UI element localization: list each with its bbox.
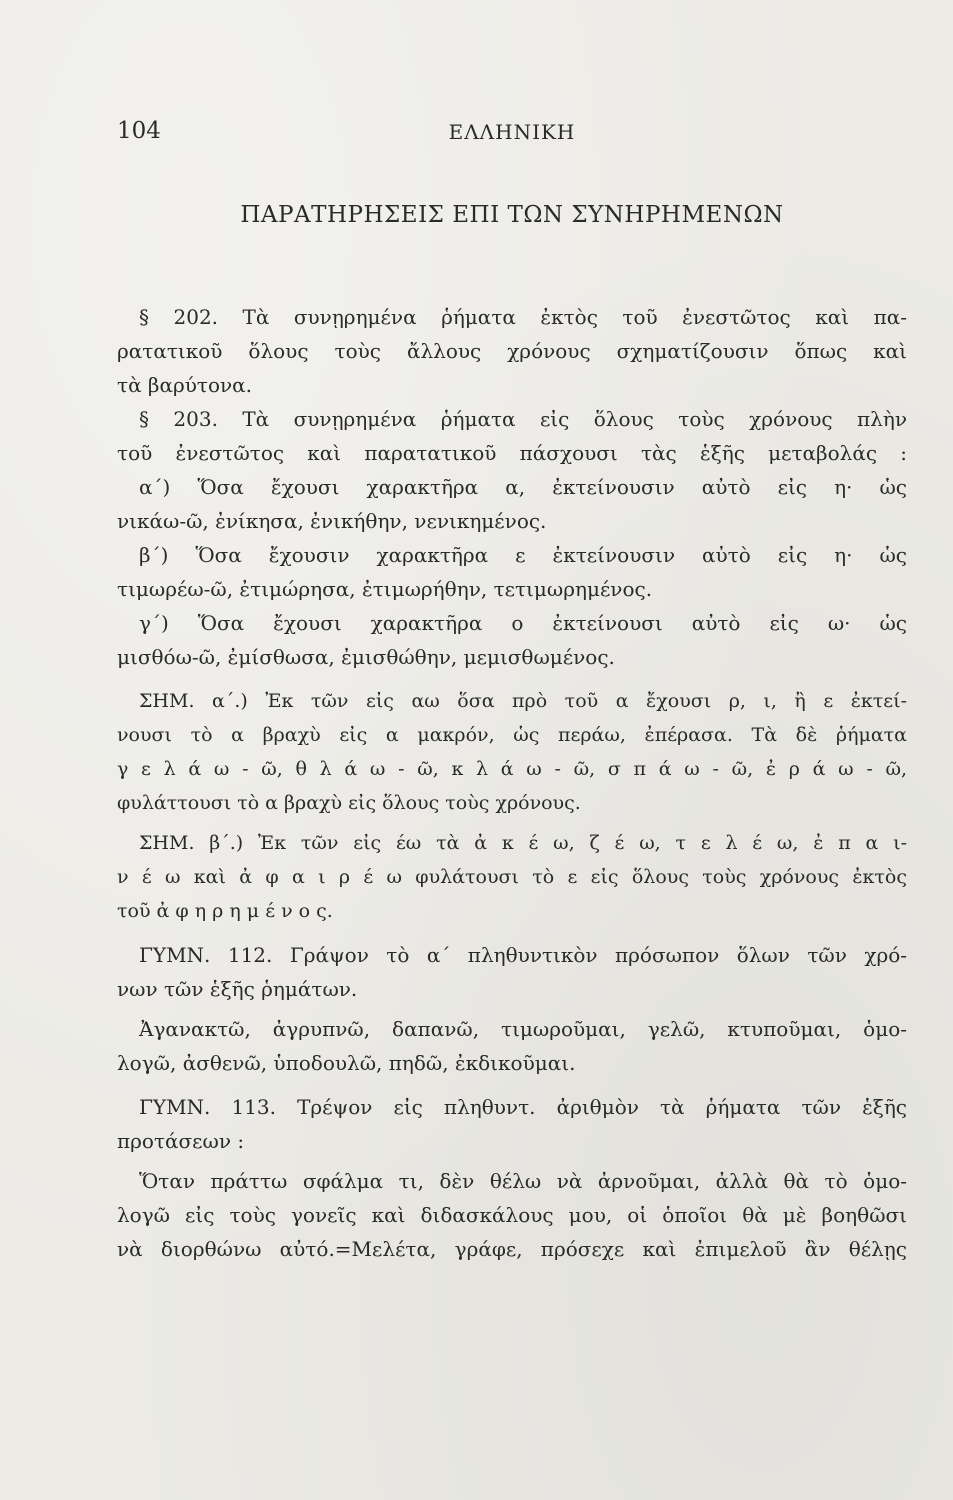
text-line: τὰ βαρύτονα. — [117, 373, 253, 397]
text-line: α΄) Ὅσα ἔχουσι χαρακτῆρα α, ἐκτείνουσιν αὐτὸ εἰς η· ὡς — [139, 475, 907, 499]
text-line: νουσι τὸ α βραχὺ εἰς α μακρόν, ὡς περάω, ἐπέρασα. Τὰ δὲ ῥήματα — [117, 724, 907, 746]
body-text — [117, 300, 907, 1266]
text-line: ΓΥΜΝ. 113. Τρέψον εἰς πληθυντ. ἀριθμὸν τὰ ῥήματα τῶν ἑξῆς — [139, 1095, 907, 1119]
text-line: γ΄) Ὅσα ἔχουσι χαρακτῆρα ο ἐκτείνουσι αὐτὸ εἰς ω· ὡς — [139, 611, 907, 635]
text-line: τιμωρέω-ῶ, ἐτιμώρησα, ἐτιμωρήθην, τετιμωρημένος. — [117, 577, 653, 601]
page-header — [117, 118, 907, 148]
text-line: λογῶ, ἀσθενῶ, ὑποδουλῶ, πηδῶ, ἐκδικοῦμαι. — [117, 1051, 576, 1075]
paragraph-203 — [117, 402, 907, 674]
text-line: προτάσεων : — [117, 1129, 245, 1153]
text-line: § 203. Τὰ συνῃρημένα ῥήματα εἰς ὅλους τοὺς χρόνους πλὴν — [139, 407, 907, 431]
exercise-112 — [117, 938, 907, 1080]
text-line: ΣΗΜ. β΄.) Ἐκ τῶν εἰς έω τὰ ἀ κ έ ω, ζ έ ω, τ ε λ έ ω, ἐ π α ι- — [139, 832, 907, 854]
text-line: νὰ διορθώνω αὐτό.=Μελέτα, γράφε, πρόσεχε καὶ ἐπιμελοῦ ἂν θέλῃς — [117, 1237, 907, 1261]
text-line: ΓΥΜΝ. 112. Γράψον τὸ α΄ πληθυντικὸν πρόσωπον ὅλων τῶν χρό- — [139, 943, 907, 967]
section-title: ΠΑΡΑΤΗΡΗΣΕΙΣ ΕΠΙ ΤΩΝ ΣΥΝΗΡΗΜΕΝΩΝ — [240, 202, 784, 228]
note-alpha — [117, 684, 907, 820]
text-line: νων τῶν ἑξῆς ῥημάτων. — [117, 977, 358, 1001]
text-line: νικάω-ῶ, ἐνίκησα, ἐνικήθην, νενικημένος. — [117, 509, 547, 533]
text-line: τοῦ ἐνεστῶτος καὶ παρατατικοῦ πάσχουσι τὰς ἑξῆς μεταβολάς : — [117, 441, 907, 465]
paragraph-202 — [117, 300, 907, 402]
note-beta — [117, 826, 907, 928]
text-line: ΣΗΜ. α΄.) Ἐκ τῶν εἰς αω ὅσα πρὸ τοῦ α ἔχουσι ρ, ι, ἢ ε ἐκτεί- — [139, 690, 907, 712]
running-head: ΕΛΛΗΝΙΚΗ — [448, 120, 576, 144]
text-line: Ἀγανακτῶ, ἀγρυπνῶ, δαπανῶ, τιμωροῦμαι, γελῶ, κτυποῦμαι, ὁμο- — [139, 1017, 907, 1041]
text-line: § 202. Τὰ συνῃρημένα ῥήματα ἐκτὸς τοῦ ἐνεστῶτος καὶ πα- — [139, 305, 907, 329]
text-line: ρατατικοῦ ὅλους τοὺς ἄλλους χρόνους σχηματίζουσιν ὅπως καὶ — [117, 339, 907, 363]
text-line: ν έ ω καὶ ἀ φ α ι ρ έ ω φυλάτουσι τὸ ε εἰς ὅλους τοὺς χρόνους ἐκτὸς — [117, 866, 907, 888]
text-line: λογῶ εἰς τοὺς γονεῖς καὶ διδασκάλους μου, οἱ ὁποῖοι θὰ μὲ βοηθῶσι — [117, 1203, 907, 1227]
page-number: 104 — [117, 118, 161, 144]
text-line: φυλάττουσι τὸ α βραχὺ εἰς ὅλους τοὺς χρόνους. — [117, 792, 581, 814]
exercise-113 — [117, 1090, 907, 1266]
text-line: β΄) Ὅσα ἔχουσιν χαρακτῆρα ε ἐκτείνουσιν αὐτὸ εἰς η· ὡς — [139, 543, 907, 567]
text-line: μισθόω-ῶ, ἐμίσθωσα, ἐμισθώθην, μεμισθωμένος. — [117, 645, 615, 669]
text-line: Ὅταν πράττω σφάλμα τι, δὲν θέλω νὰ ἀρνοῦμαι, ἀλλὰ θὰ τὸ ὁμο- — [139, 1169, 907, 1193]
text-line: γ ε λ ά ω - ῶ, θ λ ά ω - ῶ, κ λ ά ω - ῶ, σ π ά ω - ῶ, ἐ ρ ά ω - ῶ, — [117, 758, 907, 780]
text-line: τοῦ ἀ φ η ρ η μ έ ν ο ς. — [117, 900, 333, 922]
